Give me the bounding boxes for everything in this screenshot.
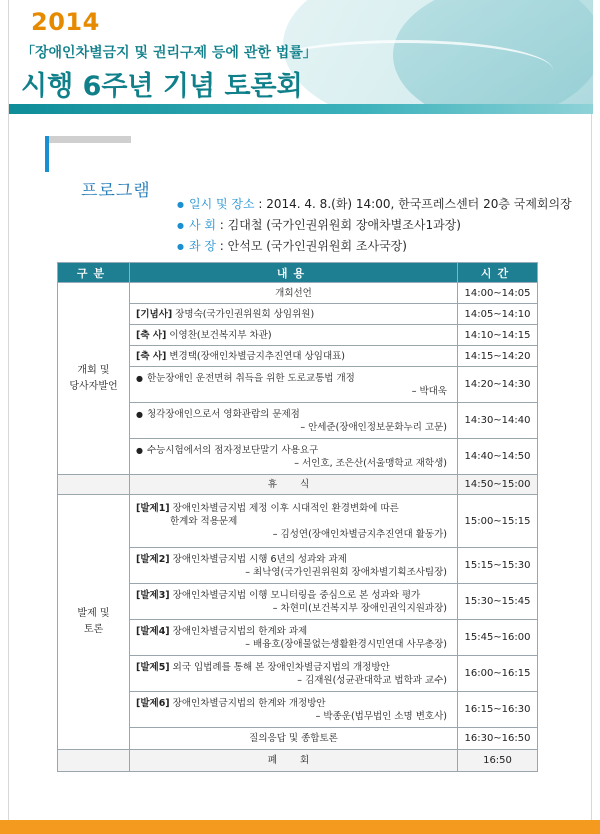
- table-row: [58, 283, 538, 304]
- law-subtitle: 「장애인차별금지 및 권리구제 등에 관한 법률」: [21, 45, 317, 61]
- info-host: ● 사 회 : 김대철 (국가인권위원회 장애차별조사1과장): [177, 218, 461, 232]
- page-title: 시행 6주년 기념 토론회: [21, 71, 303, 102]
- row-time: 16:00~16:15: [458, 656, 538, 692]
- row-content: [축 사] 변경택(장애인차별금지추진연대 상임대표): [130, 346, 458, 367]
- header-category: 구분: [58, 263, 130, 283]
- row-time: 14:10~14:15: [458, 325, 538, 346]
- info-datetime: ● 일시 및 장소 : 2014. 4. 8.(화) 14:00, 한국프레스센터 20층 국제회의장: [177, 197, 572, 211]
- row-content: 휴 식: [130, 475, 458, 495]
- event-info: [177, 194, 597, 257]
- row-time: 14:20~14:30: [458, 367, 538, 403]
- row-time: 14:00~14:05: [458, 283, 538, 304]
- category-presentations: 발제 및 토론: [58, 495, 130, 750]
- bullet-icon: ●: [177, 242, 184, 251]
- table-row-closing: [58, 750, 538, 772]
- table-row: [58, 548, 538, 584]
- table-row: [58, 656, 538, 692]
- row-content: [발제3] 장애인차별금지법 이행 모니터링을 중심으로 본 성과와 평가 – 차현미(보건복지부 장애인권익지원과장): [130, 584, 458, 620]
- row-content: 질의응답 및 종합토론: [130, 728, 458, 750]
- row-time: 14:40~14:50: [458, 439, 538, 475]
- row-time: 15:45~16:00: [458, 620, 538, 656]
- row-time: 14:15~14:20: [458, 346, 538, 367]
- row-content: [발제1] 장애인차별금지법 제정 이후 시대적인 환경변화에 따른 한계와 적용문제 – 김성연(장애인차별금지추진연대 활동가): [130, 495, 458, 548]
- row-content: ● 한눈장애인 운전면허 취득을 위한 도로교통법 개정 – 박대욱: [130, 367, 458, 403]
- row-content: 개회선언: [130, 283, 458, 304]
- row-time: 14:30~14:40: [458, 403, 538, 439]
- info-chair: ● 좌 장 : 안석모 (국가인권위원회 조사국장): [177, 239, 407, 253]
- row-content: [발제5] 외국 입법례를 통해 본 장애인차별금지법의 개정방안 – 김재원(성균관대학교 법학과 교수): [130, 656, 458, 692]
- row-time: 14:05~14:10: [458, 304, 538, 325]
- program-heading: 프로그램: [81, 181, 151, 201]
- row-content: [발제2] 장애인차별금지법 시행 6년의 성과와 과제 – 최낙영(국가인권위원회 장애차별기획조사팀장): [130, 548, 458, 584]
- row-content: 폐 회: [130, 750, 458, 772]
- category-opening: 개회 및 당사자발언: [58, 283, 130, 475]
- row-content: [기념사] 장명숙(국가인권위원회 상임위원): [130, 304, 458, 325]
- bullet-icon: ●: [136, 373, 143, 383]
- row-content: ● 수능시험에서의 점자정보단말기 사용요구 – 서인호, 조은산(서울맹학교 재학생): [130, 439, 458, 475]
- table-row: [58, 367, 538, 403]
- header-divider: [9, 104, 593, 114]
- table-row: [58, 584, 538, 620]
- table-row: [58, 439, 538, 475]
- row-time: 16:30~16:50: [458, 728, 538, 750]
- table-row: [58, 620, 538, 656]
- table-header: [58, 263, 538, 283]
- row-time: 16:15~16:30: [458, 692, 538, 728]
- header-time: 시간: [458, 263, 538, 283]
- program-table: [57, 262, 538, 772]
- table-row: [58, 495, 538, 548]
- table-row: [58, 325, 538, 346]
- bullet-icon: ●: [177, 221, 184, 230]
- row-content: [발제6] 장애인차별금지법의 한계와 개정방안 – 박종운(법무법인 소명 변호사): [130, 692, 458, 728]
- accent-bar-gray: [49, 136, 131, 143]
- table-row: [58, 728, 538, 750]
- row-time: 15:15~15:30: [458, 548, 538, 584]
- year-label: 2014: [31, 8, 100, 36]
- table-row: [58, 403, 538, 439]
- footer-bar: [0, 820, 600, 834]
- bullet-icon: ●: [136, 409, 143, 419]
- row-content: [발제4] 장애인차별금지법의 한계와 과제 – 배융호(장애물없는생활환경시민연대 사무총장): [130, 620, 458, 656]
- table-row: [58, 304, 538, 325]
- row-time: 16:50: [458, 750, 538, 772]
- table-row: [58, 346, 538, 367]
- bullet-icon: ●: [177, 200, 184, 209]
- row-content: [축 사] 이영찬(보건복지부 차관): [130, 325, 458, 346]
- table-row-break: [58, 475, 538, 495]
- row-content: ● 청각장애인으로서 영화관람의 문제점 – 안세준(장애인정보문화누리 고문): [130, 403, 458, 439]
- row-time: 14:50~15:00: [458, 475, 538, 495]
- header-content: 내용: [130, 263, 458, 283]
- row-time: 15:30~15:45: [458, 584, 538, 620]
- header-banner: [9, 0, 593, 114]
- bullet-icon: ●: [136, 445, 143, 455]
- table-row: [58, 692, 538, 728]
- row-time: 15:00~15:15: [458, 495, 538, 548]
